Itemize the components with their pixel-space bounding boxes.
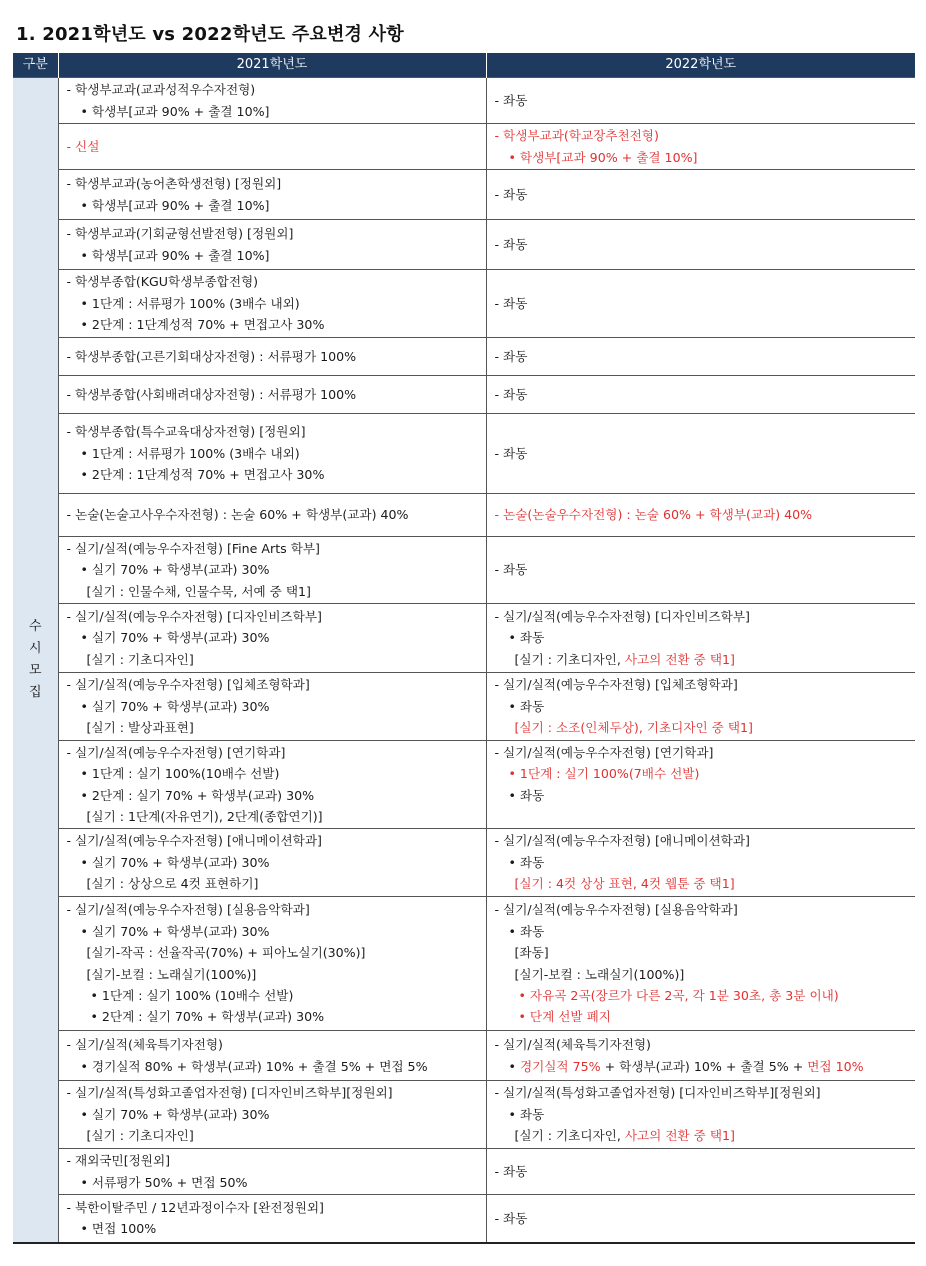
cell-line-text: - 좌동 bbox=[494, 1163, 528, 1179]
cell-line-text: • 실기 70% + 학생부(교과) 30% bbox=[80, 854, 270, 870]
cell-2022 bbox=[486, 673, 915, 741]
cell-line-text: • 2단계 : 1단계성적 70% + 면접고사 30% bbox=[80, 317, 325, 333]
cell-line bbox=[495, 852, 910, 873]
cell-line-text: [실기 : 발상과표현] bbox=[86, 720, 194, 736]
category-char: 수 bbox=[28, 618, 42, 634]
cell-line-text: • 서류평가 50% + 면접 50% bbox=[80, 1174, 248, 1190]
cell-line bbox=[495, 559, 910, 580]
cell-2021 bbox=[58, 376, 486, 414]
table-row bbox=[13, 741, 915, 829]
cell-line-text: • 학생부[교과 90% + 출결 10%] bbox=[80, 247, 270, 263]
cell-2021 bbox=[58, 414, 486, 494]
cell-2021 bbox=[58, 270, 486, 338]
cell-line-text: - 학생부종합(특수교육대상자전형) [정원외] bbox=[66, 424, 306, 440]
cell-line bbox=[67, 873, 480, 894]
cell-line bbox=[67, 538, 480, 559]
table-row bbox=[13, 537, 915, 604]
table-row bbox=[13, 897, 915, 1031]
table-row bbox=[13, 338, 915, 376]
cell-line-text: - 학생부교과(교과성적우수자전형) bbox=[66, 82, 256, 98]
cell-line-text: - 실기/실적(특성화고졸업자전형) [디자인비즈학부][정원외] bbox=[494, 1085, 821, 1101]
cell-line-text: - 신설 bbox=[66, 138, 100, 154]
cell-line-text: - 좌동 bbox=[494, 92, 528, 108]
cell-line-text: - 좌동 bbox=[494, 186, 528, 202]
cell-2022 bbox=[486, 78, 915, 124]
cell-line-text: • 학생부[교과 90% + 출결 10%] bbox=[80, 103, 270, 119]
cell-line bbox=[67, 830, 480, 851]
cell-2022 bbox=[486, 170, 915, 220]
cell-line bbox=[67, 346, 480, 367]
cell-line-text: • 실기 70% + 학생부(교과) 30% bbox=[80, 1106, 270, 1122]
cell-2022 bbox=[486, 270, 915, 338]
cell-line-text: [실기-보컬 : 노래실기(100%)] bbox=[86, 966, 257, 982]
cell-line bbox=[67, 1034, 480, 1055]
cell-line bbox=[67, 785, 480, 806]
cell-2022 bbox=[486, 604, 915, 673]
page-title: 1. 2021학년도 vs 2022학년도 주요변경 사항 bbox=[16, 24, 404, 45]
cell-line bbox=[67, 899, 480, 920]
cell-line-part: 면접 10% bbox=[807, 1058, 864, 1074]
category-cell bbox=[13, 78, 58, 1243]
cell-line-part: 경기실적 75% bbox=[519, 1058, 601, 1074]
cell-line bbox=[67, 763, 480, 784]
cell-2022 bbox=[486, 124, 915, 170]
cell-line-text: • 2단계 : 1단계성적 70% + 면접고사 30% bbox=[80, 467, 325, 483]
cell-2022 bbox=[486, 220, 915, 270]
cell-line-text: - 좌동 bbox=[494, 562, 528, 578]
cell-line bbox=[495, 184, 910, 205]
table-row bbox=[13, 124, 915, 170]
table-row bbox=[13, 376, 915, 414]
cell-line bbox=[495, 649, 910, 670]
cell-line-text: - 논술(논술우수자전형) : 논술 60% + 학생부(교과) 40% bbox=[494, 507, 813, 523]
cell-line-text: • 학생부[교과 90% + 출결 10%] bbox=[80, 197, 270, 213]
cell-line-text: • 좌동 bbox=[508, 1106, 545, 1122]
cell-line-text: [실기 : 상상으로 4컷 표현하기] bbox=[86, 876, 259, 892]
table-row bbox=[13, 170, 915, 220]
header-2021: 2021학년도 bbox=[58, 53, 486, 78]
cell-line bbox=[495, 606, 910, 627]
cell-2021 bbox=[58, 494, 486, 537]
cell-line bbox=[67, 271, 480, 292]
header-category: 구분 bbox=[13, 53, 58, 78]
cell-line bbox=[67, 195, 480, 216]
cell-line bbox=[495, 1161, 910, 1182]
cell-line-text: • 학생부[교과 90% + 출결 10%] bbox=[508, 149, 698, 165]
cell-line-text: • 2단계 : 실기 70% + 학생부(교과) 30% bbox=[90, 1009, 325, 1025]
cell-line-part: + 학생부(교과) 10% + 출결 5% + bbox=[600, 1058, 808, 1074]
cell-line bbox=[495, 147, 910, 168]
cell-line-text: • 좌동 bbox=[508, 787, 545, 803]
cell-line-text: - 좌동 bbox=[494, 386, 528, 402]
cell-2022 bbox=[486, 338, 915, 376]
table-row bbox=[13, 829, 915, 897]
cell-line-text: - 실기/실적(예능우수자전형) [애니메이션학과] bbox=[66, 833, 322, 849]
cell-line-text: [실기-보컬 : 노래실기(100%)] bbox=[514, 966, 685, 982]
cell-line bbox=[495, 1208, 910, 1229]
cell-line bbox=[495, 293, 910, 314]
cell-line-text: • 좌동 bbox=[508, 630, 545, 646]
cell-line-text: - 재외국민[정원외] bbox=[66, 1153, 171, 1169]
cell-line bbox=[67, 245, 480, 266]
cell-line-text: • 1단계 : 실기 100% (10배수 선발) bbox=[90, 987, 294, 1003]
cell-line-text: [좌동] bbox=[514, 945, 549, 961]
cell-line bbox=[67, 173, 480, 194]
cell-line bbox=[495, 785, 910, 806]
cell-line-text: - 실기/실적(체육특기자전형) bbox=[494, 1037, 651, 1053]
cell-2021 bbox=[58, 338, 486, 376]
cell-line-text: - 학생부종합(고른기회대상자전형) : 서류평가 100% bbox=[66, 348, 357, 364]
cell-2022 bbox=[486, 741, 915, 829]
cell-line bbox=[67, 581, 480, 602]
table-row bbox=[13, 494, 915, 537]
cell-line-text: - 학생부종합(KGU학생부종합전형) bbox=[66, 274, 259, 290]
cell-line bbox=[67, 101, 480, 122]
cell-line bbox=[67, 559, 480, 580]
cell-line bbox=[67, 1006, 480, 1027]
cell-line-text: - 좌동 bbox=[494, 1210, 528, 1226]
cell-line-text: • 1단계 : 서류평가 100% (3배수 내외) bbox=[80, 445, 300, 461]
cell-line bbox=[495, 90, 910, 111]
cell-line-text: - 실기/실적(예능우수자전형) [실용음악학과] bbox=[66, 902, 310, 918]
cell-line bbox=[495, 899, 910, 920]
cell-line bbox=[495, 627, 910, 648]
cell-line-text: • 2단계 : 실기 70% + 학생부(교과) 30% bbox=[80, 787, 315, 803]
cell-2022 bbox=[486, 829, 915, 897]
cell-line bbox=[67, 852, 480, 873]
header-2022: 2022학년도 bbox=[486, 53, 915, 78]
cell-line bbox=[495, 1006, 910, 1027]
cell-line-text: • 자유곡 2곡(장르가 다른 2곡, 각 1분 30초, 총 3분 이내) bbox=[518, 987, 839, 1003]
table-row bbox=[13, 604, 915, 673]
cell-line-text: - 학생부교과(농어촌학생전형) [정원외] bbox=[66, 176, 282, 192]
cell-line-text: • 1단계 : 서류평가 100% (3배수 내외) bbox=[80, 295, 300, 311]
cell-2021 bbox=[58, 1149, 486, 1195]
cell-line bbox=[67, 964, 480, 985]
table-body bbox=[13, 78, 915, 1243]
cell-line bbox=[495, 921, 910, 942]
cell-line bbox=[495, 1082, 910, 1103]
cell-2022 bbox=[486, 376, 915, 414]
table-row bbox=[13, 1031, 915, 1081]
cell-line bbox=[67, 696, 480, 717]
cell-line bbox=[67, 1104, 480, 1125]
cell-line-text: - 실기/실적(예능우수자전형) [연기학과] bbox=[494, 744, 714, 760]
cell-line bbox=[67, 1218, 480, 1239]
cell-line-text: - 논술(논술고사우수자전형) : 논술 60% + 학생부(교과) 40% bbox=[66, 507, 409, 523]
cell-line bbox=[67, 717, 480, 738]
cell-line-part: • bbox=[508, 1058, 520, 1074]
cell-2021 bbox=[58, 124, 486, 170]
cell-2021 bbox=[58, 170, 486, 220]
cell-line-text: • 실기 70% + 학생부(교과) 30% bbox=[80, 698, 270, 714]
cell-line-text: [실기 : 1단계(자유연기), 2단계(종합연기)] bbox=[86, 808, 323, 824]
cell-line bbox=[495, 1034, 910, 1055]
cell-line bbox=[67, 421, 480, 442]
cell-line bbox=[67, 627, 480, 648]
cell-line-text: [실기 : 기초디자인, bbox=[514, 1128, 625, 1144]
cell-line bbox=[67, 443, 480, 464]
cell-2021 bbox=[58, 604, 486, 673]
cell-line bbox=[495, 830, 910, 851]
cell-line bbox=[495, 504, 910, 525]
cell-2021 bbox=[58, 1031, 486, 1081]
cell-line bbox=[67, 1125, 480, 1146]
cell-line bbox=[67, 1197, 480, 1218]
cell-line-text: • 실기 70% + 학생부(교과) 30% bbox=[80, 562, 270, 578]
cell-line-text: • 1단계 : 실기 100%(10배수 선발) bbox=[80, 766, 280, 782]
cell-2021 bbox=[58, 78, 486, 124]
cell-line bbox=[495, 717, 910, 738]
cell-line-text: - 학생부교과(기회균형선발전형) [정원외] bbox=[66, 226, 294, 242]
cell-line-text: • 면접 100% bbox=[80, 1221, 157, 1237]
cell-line bbox=[67, 1172, 480, 1193]
cell-line-text: • 좌동 bbox=[508, 923, 545, 939]
table-row bbox=[13, 414, 915, 494]
cell-2022 bbox=[486, 897, 915, 1031]
cell-line-text: • 실기 70% + 학생부(교과) 30% bbox=[80, 630, 270, 646]
cell-line-text: - 실기/실적(예능우수자전형) [디자인비즈학부] bbox=[494, 608, 750, 624]
cell-line bbox=[67, 742, 480, 763]
table-row bbox=[13, 220, 915, 270]
cell-line-text: - 실기/실적(특성화고졸업자전형) [디자인비즈학부][정원외] bbox=[66, 1085, 393, 1101]
cell-line-text: - 실기/실적(예능우수자전형) [실용음악학과] bbox=[494, 902, 738, 918]
cell-line-text: [실기 : 인물수채, 인물수묵, 서예 중 택1] bbox=[86, 583, 311, 599]
cell-line bbox=[495, 763, 910, 784]
cell-2021 bbox=[58, 1195, 486, 1243]
cell-line-text: - 좌동 bbox=[494, 348, 528, 364]
cell-2022 bbox=[486, 1149, 915, 1195]
cell-line bbox=[495, 942, 910, 963]
table-row bbox=[13, 1195, 915, 1243]
cell-line bbox=[495, 234, 910, 255]
cell-line bbox=[67, 504, 480, 525]
cell-line bbox=[495, 1104, 910, 1125]
cell-line bbox=[67, 136, 480, 157]
cell-2022 bbox=[486, 1195, 915, 1243]
cell-line-text: - 학생부종합(사회배려대상자전형) : 서류평가 100% bbox=[66, 386, 357, 402]
cell-line bbox=[495, 443, 910, 464]
cell-line-text: - 좌동 bbox=[494, 445, 528, 461]
cell-2022 bbox=[486, 1031, 915, 1081]
cell-line bbox=[495, 696, 910, 717]
cell-line-text: - 실기/실적(예능우수자전형) [디자인비즈학부] bbox=[66, 608, 322, 624]
cell-line bbox=[495, 125, 910, 146]
cell-line-text: - 좌동 bbox=[494, 236, 528, 252]
cell-line-changed-text: 사고의 전환 중 택1] bbox=[624, 651, 735, 667]
cell-line bbox=[67, 606, 480, 627]
cell-line-text: • 1단계 : 실기 100%(7배수 선발) bbox=[508, 766, 700, 782]
comparison-table bbox=[13, 53, 915, 1244]
cell-line bbox=[495, 674, 910, 695]
cell-line-changed-text: 사고의 전환 중 택1] bbox=[624, 1128, 735, 1144]
category-char: 시 bbox=[28, 640, 42, 656]
cell-line-text: - 실기/실적(예능우수자전형) [입체조형학과] bbox=[66, 677, 310, 693]
cell-line-text: - 북한이탈주민 / 12년과정이수자 [완전정원외] bbox=[66, 1199, 324, 1215]
cell-line bbox=[67, 921, 480, 942]
cell-line bbox=[495, 985, 910, 1006]
cell-2021 bbox=[58, 1081, 486, 1149]
cell-line bbox=[495, 873, 910, 894]
cell-line bbox=[67, 79, 480, 100]
cell-line bbox=[67, 942, 480, 963]
cell-line bbox=[67, 464, 480, 485]
cell-line-text: [실기 : 기초디자인] bbox=[86, 1128, 194, 1144]
cell-line bbox=[67, 1150, 480, 1171]
cell-line-text: - 학생부교과(학교장추천전형) bbox=[494, 128, 659, 144]
cell-line bbox=[67, 985, 480, 1006]
cell-2021 bbox=[58, 673, 486, 741]
cell-line-text: • 경기실적 80% + 학생부(교과) 10% + 출결 5% + 면접 5% bbox=[80, 1058, 428, 1074]
cell-line bbox=[67, 223, 480, 244]
cell-line bbox=[67, 314, 480, 335]
cell-line bbox=[495, 384, 910, 405]
cell-line bbox=[67, 293, 480, 314]
cell-line bbox=[67, 806, 480, 827]
table-row bbox=[13, 270, 915, 338]
cell-2021 bbox=[58, 897, 486, 1031]
cell-line bbox=[67, 1082, 480, 1103]
cell-line bbox=[495, 1056, 910, 1077]
category-char: 집 bbox=[28, 684, 42, 700]
cell-line-text: - 실기/실적(체육특기자전형) bbox=[66, 1037, 223, 1053]
cell-2021 bbox=[58, 220, 486, 270]
cell-line-text: • 좌동 bbox=[508, 854, 545, 870]
cell-line bbox=[495, 346, 910, 367]
cell-line bbox=[495, 742, 910, 763]
cell-2021 bbox=[58, 741, 486, 829]
cell-2022 bbox=[486, 537, 915, 604]
table-header-row bbox=[13, 53, 915, 78]
cell-line bbox=[67, 1056, 480, 1077]
table-row bbox=[13, 78, 915, 124]
cell-line-text: [실기 : 기초디자인] bbox=[86, 651, 194, 667]
cell-2021 bbox=[58, 829, 486, 897]
cell-line-text: - 실기/실적(예능우수자전형) [입체조형학과] bbox=[494, 677, 738, 693]
cell-line-text: [실기 : 4컷 상상 표현, 4컷 웹툰 중 택1] bbox=[514, 876, 735, 892]
cell-2021 bbox=[58, 537, 486, 604]
cell-line-text: - 실기/실적(예능우수자전형) [애니메이션학과] bbox=[494, 833, 750, 849]
cell-line bbox=[495, 1125, 910, 1146]
cell-line bbox=[67, 674, 480, 695]
cell-line-text: - 실기/실적(예능우수자전형) [연기학과] bbox=[66, 744, 286, 760]
cell-line-text: - 실기/실적(예능우수자전형) [Fine Arts 학부] bbox=[66, 540, 320, 556]
cell-line-text: [실기 : 소조(인체두상), 기초디자인 중 택1] bbox=[514, 720, 753, 736]
cell-2022 bbox=[486, 414, 915, 494]
cell-line bbox=[495, 806, 910, 827]
table-row bbox=[13, 1081, 915, 1149]
category-char: 모 bbox=[28, 662, 42, 678]
cell-line-text: - 좌동 bbox=[494, 295, 528, 311]
cell-line bbox=[67, 384, 480, 405]
cell-line-text: • 단계 선발 폐지 bbox=[518, 1009, 611, 1025]
cell-2022 bbox=[486, 1081, 915, 1149]
table-row bbox=[13, 1149, 915, 1195]
table-row bbox=[13, 673, 915, 741]
cell-line-text: [실기 : 기초디자인, bbox=[514, 651, 625, 667]
cell-line-text: • 실기 70% + 학생부(교과) 30% bbox=[80, 923, 270, 939]
cell-line-text: • 좌동 bbox=[508, 698, 545, 714]
cell-line bbox=[67, 649, 480, 670]
cell-line bbox=[495, 964, 910, 985]
cell-line-text: [실기-작곡 : 선율작곡(70%) + 피아노실기(30%)] bbox=[86, 945, 366, 961]
cell-2022 bbox=[486, 494, 915, 537]
